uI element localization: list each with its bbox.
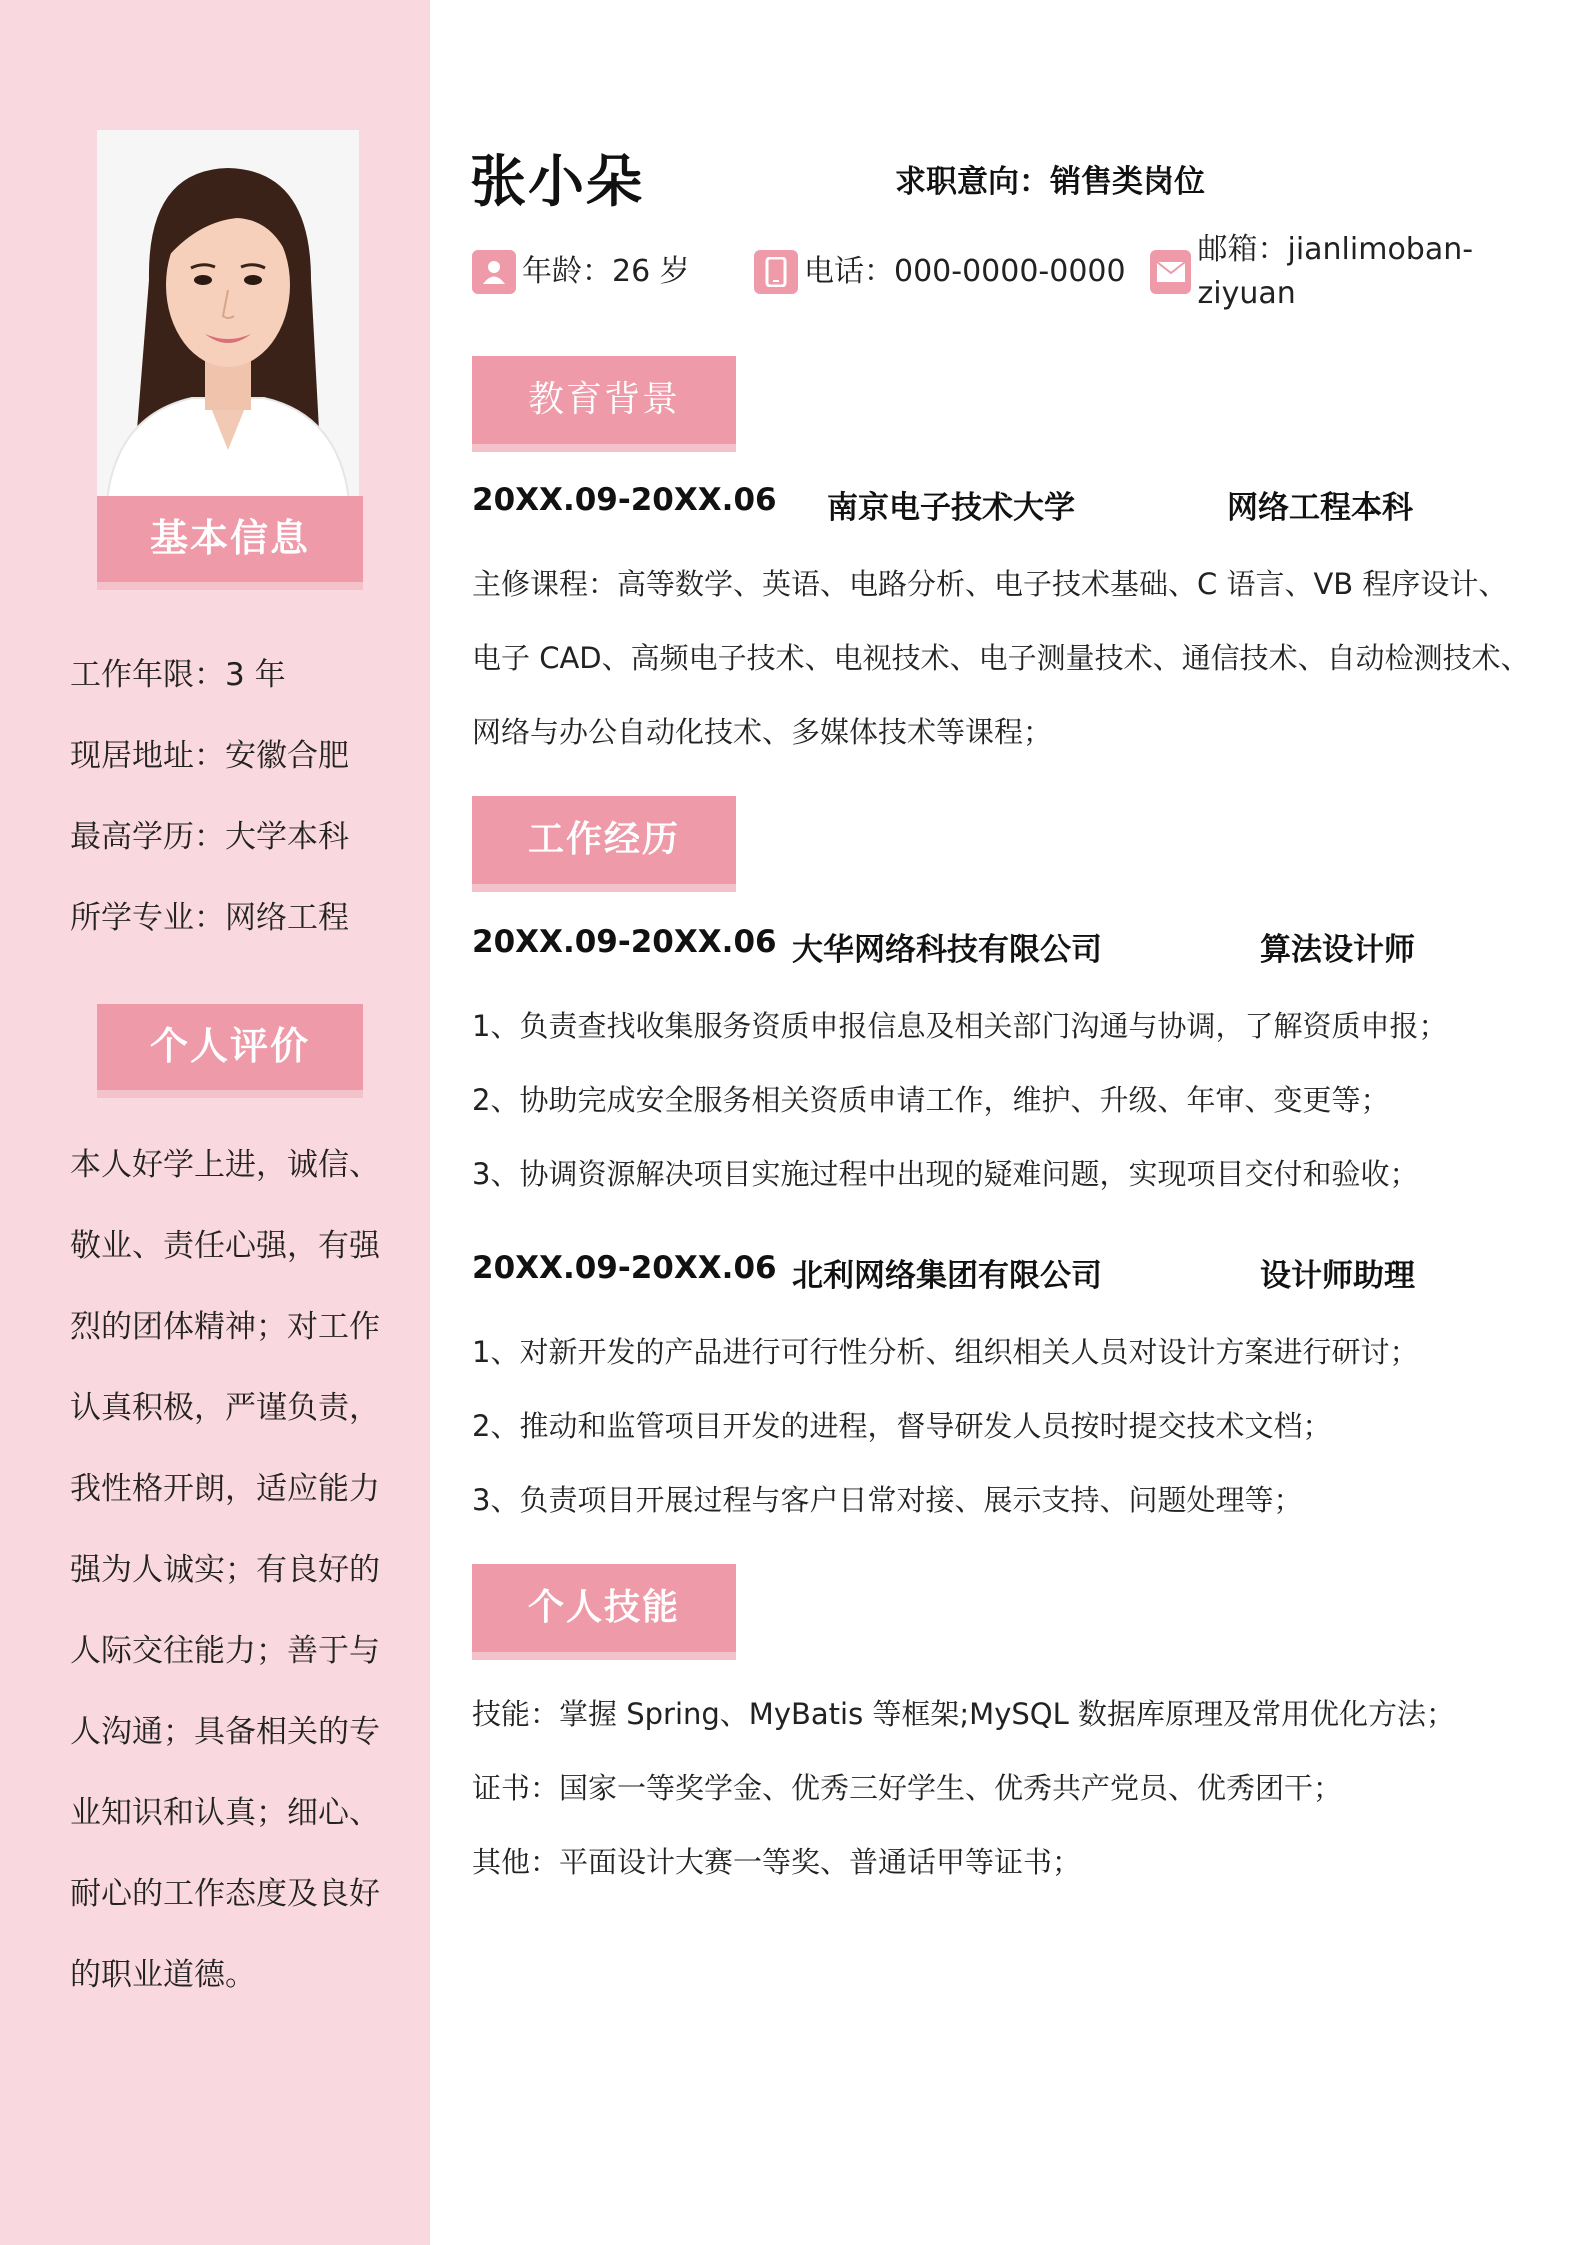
work-entry-2 xyxy=(472,1250,1532,1300)
phone-text: 电话：000-0000-0000 xyxy=(804,254,1126,289)
info-address: 现居地址：安徽合肥 xyxy=(70,738,349,774)
job-company: 大华网络科技有限公司 xyxy=(792,932,1102,968)
person-icon xyxy=(472,250,516,294)
self-evaluation-header: 个人评价 xyxy=(97,1004,363,1090)
skills-header: 个人技能 xyxy=(472,1564,736,1652)
education-header: 教育背景 xyxy=(472,356,736,444)
education-major: 网络工程本科 xyxy=(1227,490,1413,526)
skills-list xyxy=(472,1690,1552,1912)
candidate-name: 张小朵 xyxy=(470,150,644,215)
job-title: 算法设计师 xyxy=(1260,932,1415,968)
education-courses xyxy=(472,547,1552,769)
self-evaluation-text xyxy=(70,1125,402,2016)
mail-icon xyxy=(1150,250,1191,294)
duty-line: 2、协助完成安全服务相关资质申请工作，维护、升级、年审、变更等； xyxy=(472,1083,1390,1117)
job-intent: 求职意向：销售类岗位 xyxy=(895,164,1205,200)
duty-line: 2、推动和监管项目开发的进程，督导研发人员按时提交技术文档； xyxy=(472,1409,1332,1443)
certificate-line: 证书：国家一等奖学金、优秀三好学生、优秀共产党员、优秀团干； xyxy=(472,1771,1343,1805)
eval-line: 我性格开朗，适应能力 xyxy=(70,1471,380,1507)
work-header: 工作经历 xyxy=(472,796,736,884)
education-period: 20XX.09-20XX.06 xyxy=(472,482,777,518)
other-line: 其他：平面设计大赛一等奖、普通话甲等证书； xyxy=(472,1845,1082,1879)
job-period: 20XX.09-20XX.06 xyxy=(472,924,777,960)
duty-line: 1、负责查找收集服务资质申报信息及相关部门沟通与协调，了解资质申报； xyxy=(472,1009,1448,1043)
sidebar xyxy=(0,0,430,2245)
contact-age xyxy=(472,250,690,294)
info-education: 最高学历：大学本科 xyxy=(70,819,349,855)
contact-email xyxy=(1150,232,1550,311)
duty-line: 3、协调资源解决项目实施过程中出现的疑难问题，实现项目交付和验收； xyxy=(472,1157,1419,1191)
eval-line: 耐心的工作态度及良好 xyxy=(70,1876,380,1912)
work-entry-1 xyxy=(472,924,1532,974)
duty-line: 1、对新开发的产品进行可行性分析、组织相关人员对设计方案进行研讨； xyxy=(472,1335,1419,1369)
education-school: 南京电子技术大学 xyxy=(827,490,1075,526)
phone-icon xyxy=(754,250,798,294)
course-line: 主修课程：高等数学、英语、电路分析、电子技术基础、C 语言、VB 程序设计、 xyxy=(472,567,1508,601)
eval-line: 的职业道德。 xyxy=(70,1957,256,1993)
eval-line: 人沟通；具备相关的专 xyxy=(70,1714,380,1750)
eval-line: 人际交往能力；善于与 xyxy=(70,1633,380,1669)
eval-line: 烈的团体精神；对工作 xyxy=(70,1309,380,1345)
basic-info-list xyxy=(70,650,410,974)
work-2-duties xyxy=(472,1328,1552,1550)
basic-info-header: 基本信息 xyxy=(97,496,363,582)
course-line: 电子 CAD、高频电子技术、电视技术、电子测量技术、通信技术、自动检测技术、 xyxy=(472,641,1530,675)
work-1-duties xyxy=(472,1002,1552,1224)
job-period: 20XX.09-20XX.06 xyxy=(472,1250,777,1286)
age-text: 年龄：26 岁 xyxy=(522,254,690,289)
eval-line: 认真积极，严谨负责， xyxy=(70,1390,380,1426)
education-entry xyxy=(472,482,1532,532)
job-title: 设计师助理 xyxy=(1260,1258,1415,1294)
job-company: 北利网络集团有限公司 xyxy=(792,1258,1102,1294)
eval-line: 本人好学上进，诚信、 xyxy=(70,1147,380,1183)
info-major: 所学专业：网络工程 xyxy=(70,900,349,936)
eval-line: 业知识和认真；细心、 xyxy=(70,1795,380,1831)
skill-line: 技能：掌握 Spring、MyBatis 等框架;MySQL 数据库原理及常用优化方法； xyxy=(472,1697,1455,1731)
profile-photo xyxy=(97,130,359,500)
duty-line: 3、负责项目开展过程与客户日常对接、展示支持、问题处理等； xyxy=(472,1483,1303,1517)
email-text: 邮箱：jianlimoban-ziyuan xyxy=(1197,232,1474,311)
course-line: 网络与办公自动化技术、多媒体技术等课程； xyxy=(472,715,1053,749)
eval-line: 强为人诚实；有良好的 xyxy=(70,1552,380,1588)
contact-phone xyxy=(754,250,1126,294)
eval-line: 敬业、责任心强，有强 xyxy=(70,1228,380,1264)
info-work-years: 工作年限：3 年 xyxy=(70,657,286,693)
